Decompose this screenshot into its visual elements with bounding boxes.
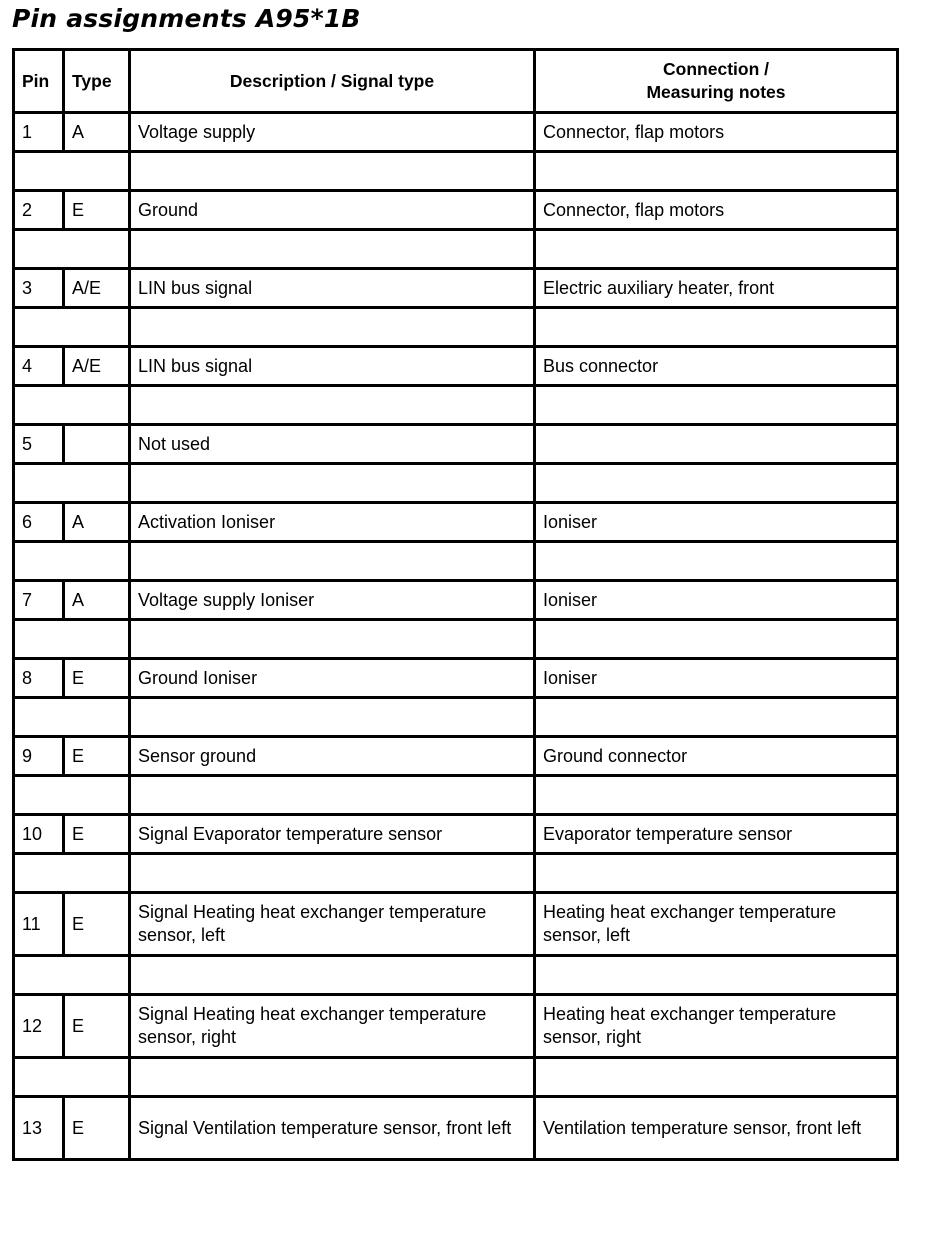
cell-pin: 7 [14, 581, 64, 620]
table-row [14, 737, 898, 776]
spacer-cell [130, 152, 535, 191]
spacer-cell [535, 698, 898, 737]
spacer-cell [535, 776, 898, 815]
header-description: Description / Signal type [130, 50, 535, 113]
cell-type: E [64, 737, 130, 776]
spacer-row [14, 152, 898, 191]
spacer-cell [14, 308, 130, 347]
spacer-row [14, 776, 898, 815]
spacer-row [14, 698, 898, 737]
spacer-cell [535, 230, 898, 269]
cell-description: Ground [130, 191, 535, 230]
cell-connection: Ioniser [535, 659, 898, 698]
cell-pin: 11 [14, 893, 64, 956]
cell-type [64, 425, 130, 464]
header-type: Type [64, 50, 130, 113]
spacer-row [14, 308, 898, 347]
cell-pin: 10 [14, 815, 64, 854]
table-row [14, 113, 898, 152]
spacer-row [14, 1058, 898, 1097]
spacer-cell [535, 464, 898, 503]
spacer-cell [130, 854, 535, 893]
table-row [14, 425, 898, 464]
header-connection [535, 50, 898, 113]
spacer-cell [130, 386, 535, 425]
cell-pin: 8 [14, 659, 64, 698]
cell-description: Not used [130, 425, 535, 464]
cell-type: A [64, 503, 130, 542]
cell-pin: 5 [14, 425, 64, 464]
cell-type: E [64, 1097, 130, 1160]
cell-connection: Ioniser [535, 503, 898, 542]
header-connection-line2: Measuring notes [646, 82, 786, 102]
cell-description: Signal Evaporator temperature sensor [130, 815, 535, 854]
table-row [14, 503, 898, 542]
cell-type: E [64, 815, 130, 854]
cell-connection: Ventilation temperature sensor, front left [535, 1097, 898, 1160]
cell-connection: Ioniser [535, 581, 898, 620]
spacer-row [14, 620, 898, 659]
spacer-cell [14, 956, 130, 995]
table-row [14, 893, 898, 956]
spacer-cell [130, 776, 535, 815]
table-row [14, 191, 898, 230]
spacer-cell [14, 776, 130, 815]
spacer-cell [535, 620, 898, 659]
spacer-row [14, 854, 898, 893]
cell-description: Signal Heating heat exchanger temperature sensor, left [130, 893, 535, 956]
spacer-cell [130, 230, 535, 269]
spacer-cell [535, 152, 898, 191]
cell-type: A [64, 113, 130, 152]
spacer-row [14, 464, 898, 503]
table-row [14, 815, 898, 854]
table-row [14, 995, 898, 1058]
spacer-cell [130, 542, 535, 581]
cell-type: E [64, 893, 130, 956]
spacer-cell [14, 152, 130, 191]
cell-type: E [64, 191, 130, 230]
header-row [14, 50, 898, 113]
spacer-cell [130, 698, 535, 737]
spacer-cell [535, 1058, 898, 1097]
cell-pin: 6 [14, 503, 64, 542]
cell-pin: 13 [14, 1097, 64, 1160]
cell-connection: Heating heat exchanger temperature sensor, left [535, 893, 898, 956]
cell-type: A/E [64, 347, 130, 386]
spacer-cell [14, 854, 130, 893]
spacer-cell [14, 542, 130, 581]
cell-connection: Connector, flap motors [535, 113, 898, 152]
cell-type: E [64, 995, 130, 1058]
spacer-cell [14, 464, 130, 503]
spacer-row [14, 230, 898, 269]
cell-pin: 9 [14, 737, 64, 776]
cell-pin: 4 [14, 347, 64, 386]
spacer-cell [535, 854, 898, 893]
cell-connection: Heating heat exchanger temperature sensor, right [535, 995, 898, 1058]
cell-description: LIN bus signal [130, 269, 535, 308]
cell-description: Voltage supply [130, 113, 535, 152]
spacer-row [14, 542, 898, 581]
cell-type: A/E [64, 269, 130, 308]
spacer-cell [130, 1058, 535, 1097]
table-row [14, 347, 898, 386]
cell-connection: Connector, flap motors [535, 191, 898, 230]
cell-pin: 3 [14, 269, 64, 308]
table-row [14, 269, 898, 308]
spacer-cell [130, 464, 535, 503]
spacer-cell [14, 230, 130, 269]
cell-description: Ground Ioniser [130, 659, 535, 698]
spacer-cell [130, 620, 535, 659]
pin-assignment-table [12, 48, 899, 1161]
table-row [14, 581, 898, 620]
cell-type: A [64, 581, 130, 620]
cell-pin: 2 [14, 191, 64, 230]
table-row [14, 1097, 898, 1160]
spacer-cell [14, 620, 130, 659]
spacer-cell [130, 308, 535, 347]
cell-pin: 1 [14, 113, 64, 152]
cell-description: LIN bus signal [130, 347, 535, 386]
header-pin: Pin [14, 50, 64, 113]
pin-table-body [14, 113, 898, 1160]
cell-connection: Evaporator temperature sensor [535, 815, 898, 854]
spacer-cell [535, 542, 898, 581]
cell-connection: Electric auxiliary heater, front [535, 269, 898, 308]
cell-description: Voltage supply Ioniser [130, 581, 535, 620]
spacer-row [14, 956, 898, 995]
cell-description: Signal Heating heat exchanger temperature sensor, right [130, 995, 535, 1058]
spacer-cell [14, 698, 130, 737]
header-connection-line1: Connection / [663, 59, 769, 79]
cell-description: Signal Ventilation temperature sensor, front left [130, 1097, 535, 1160]
table-row [14, 659, 898, 698]
cell-connection [535, 425, 898, 464]
spacer-row [14, 386, 898, 425]
spacer-cell [130, 956, 535, 995]
cell-connection: Ground connector [535, 737, 898, 776]
spacer-cell [14, 1058, 130, 1097]
cell-pin: 12 [14, 995, 64, 1058]
cell-description: Sensor ground [130, 737, 535, 776]
spacer-cell [535, 308, 898, 347]
cell-description: Activation Ioniser [130, 503, 535, 542]
page-title: Pin assignments A95*1B [12, 4, 361, 33]
spacer-cell [535, 386, 898, 425]
spacer-cell [535, 956, 898, 995]
spacer-cell [14, 386, 130, 425]
cell-type: E [64, 659, 130, 698]
cell-connection: Bus connector [535, 347, 898, 386]
